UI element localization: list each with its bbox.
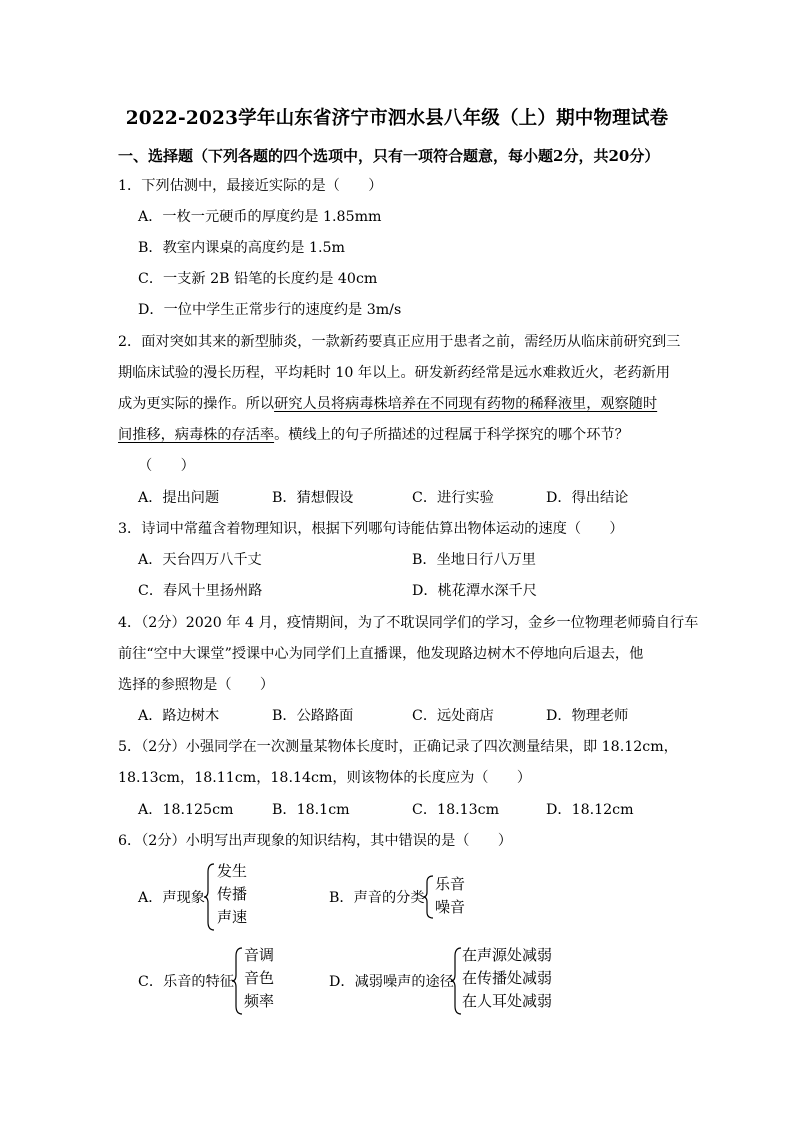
- q1-option-b: B．教室内课桌的高度约是 1.5m: [138, 240, 346, 256]
- question-2-line-4: [118, 425, 629, 445]
- q2-option-d: D．得出结论: [546, 490, 629, 506]
- q5-option-b: B．18.1cm: [272, 802, 350, 818]
- question-2-answer-bracket: （ ）: [138, 458, 195, 474]
- q2-option-c: C．进行实验: [412, 490, 494, 506]
- q6-a-item: 声速: [217, 908, 248, 926]
- q6-b-item: 乐音: [435, 875, 466, 893]
- section-heading: 一、选择题（下列各题的四个选项中，只有一项符合题意，每小题2分，共20分）: [118, 147, 660, 165]
- q6-option-c-items: [244, 944, 274, 1013]
- q6-option-a-label: A．声现象: [138, 890, 205, 906]
- q6-c-item: 频率: [244, 992, 275, 1010]
- question-2-line-1: 2．面对突如其来的新型肺炎，一款新药要真正应用于患者之前，需经历从临床前研究到三: [118, 334, 681, 350]
- question-4-line-1: 4．（2分）2020 年 4 月，疫情期间，为了不耽误同学们的学习，金乡一位物理老师骑自行车: [118, 615, 699, 631]
- q2-text-cont: 。横线上的句子所描述的过程属于科学探究的哪个环节？: [274, 427, 629, 443]
- q4-option-a: A．路边树木: [138, 708, 220, 724]
- q3-option-d: D．桃花潭水深千尺: [412, 583, 537, 599]
- q3-option-c: C．春风十里扬州路: [138, 583, 263, 599]
- q6-d-item: 在人耳处减弱: [462, 992, 553, 1010]
- q6-option-d-items: [462, 944, 552, 1013]
- question-5-line-1: 5．（2分）小强同学在一次测量某物体长度时，正确记录了四次测量结果，即 18.12cm，: [118, 739, 678, 755]
- q6-option-a-brace: [204, 862, 216, 932]
- question-2-line-3: [118, 394, 657, 414]
- q5-option-a: A．18.125cm: [138, 802, 234, 818]
- q6-option-b-items: [435, 873, 465, 919]
- q3-option-b: B．坐地日行八万里: [412, 552, 536, 568]
- q5-option-c: C．18.13cm: [412, 802, 500, 818]
- q6-option-a-items: [217, 860, 247, 929]
- question-6-stem: 6．（2分）小明写出声现象的知识结构，其中错误的是（ ）: [118, 833, 513, 849]
- q6-option-b-brace: [423, 874, 435, 920]
- question-3-stem: 3．诗词中常蕴含着物理知识，根据下列哪句诗能估算出物体运动的速度（ ）: [118, 521, 624, 537]
- q6-a-item: 传播: [217, 885, 248, 903]
- q1-option-c: C．一支新 2B 铅笔的长度约是 40cm: [138, 271, 378, 287]
- q6-d-item: 在声源处减弱: [462, 946, 553, 964]
- question-4-line-3: 选择的参照物是（ ）: [118, 677, 275, 693]
- q5-option-d: D．18.12cm: [546, 802, 634, 818]
- q6-option-c-brace: [232, 946, 244, 1016]
- q3-option-a: A．天台四万八千丈: [138, 552, 262, 568]
- q2-option-b: B．猜想假设: [272, 490, 354, 506]
- q6-option-d-label: D．减弱噪声的途径: [329, 974, 454, 990]
- q6-a-item: 发生: [217, 862, 248, 880]
- q1-option-a: A．一枚一元硬币的厚度约是 1.85mm: [138, 209, 382, 225]
- q2-option-a: A．提出问题: [138, 490, 220, 506]
- question-1-stem: 1．下列估测中，最接近实际的是（ ）: [118, 178, 383, 194]
- question-4-line-2: 前往“空中大课堂”授课中心为同学们上直播课，他发现路边树木不停地向后退去，他: [118, 646, 644, 662]
- page-title: 2022-2023学年山东省济宁市泗水县八年级（上）期中物理试卷: [125, 108, 669, 129]
- question-2-line-2: 期临床试验的漫长历程，平均耗时 10 年以上。研发新药经常是远水难救近火，老药新用: [118, 365, 671, 381]
- q4-option-b: B．公路路面: [272, 708, 354, 724]
- q1-option-d: D．一位中学生正常步行的速度约是 3m/s: [138, 302, 402, 318]
- q2-underlined-text-cont: 间推移，病毒株的存活率: [118, 427, 275, 443]
- q6-d-item: 在传播处减弱: [462, 969, 553, 987]
- q6-c-item: 音调: [244, 946, 275, 964]
- q6-option-c-label: C．乐音的特征: [138, 974, 234, 990]
- q4-option-d: D．物理老师: [546, 708, 629, 724]
- q6-option-b-label: B．声音的分类: [329, 890, 425, 906]
- q6-c-item: 音色: [244, 969, 275, 987]
- q2-text: 成为更实际的操作。所以: [118, 396, 275, 412]
- question-5-line-2: 18.13cm，18.11cm，18.14cm，则该物体的长度应为（ ）: [118, 770, 532, 786]
- q6-b-item: 噪音: [435, 898, 466, 916]
- q4-option-c: C．远处商店: [412, 708, 494, 724]
- q2-underlined-text: 研究人员将病毒株培养在不同现有药物的稀释液里，观察随时: [274, 396, 658, 412]
